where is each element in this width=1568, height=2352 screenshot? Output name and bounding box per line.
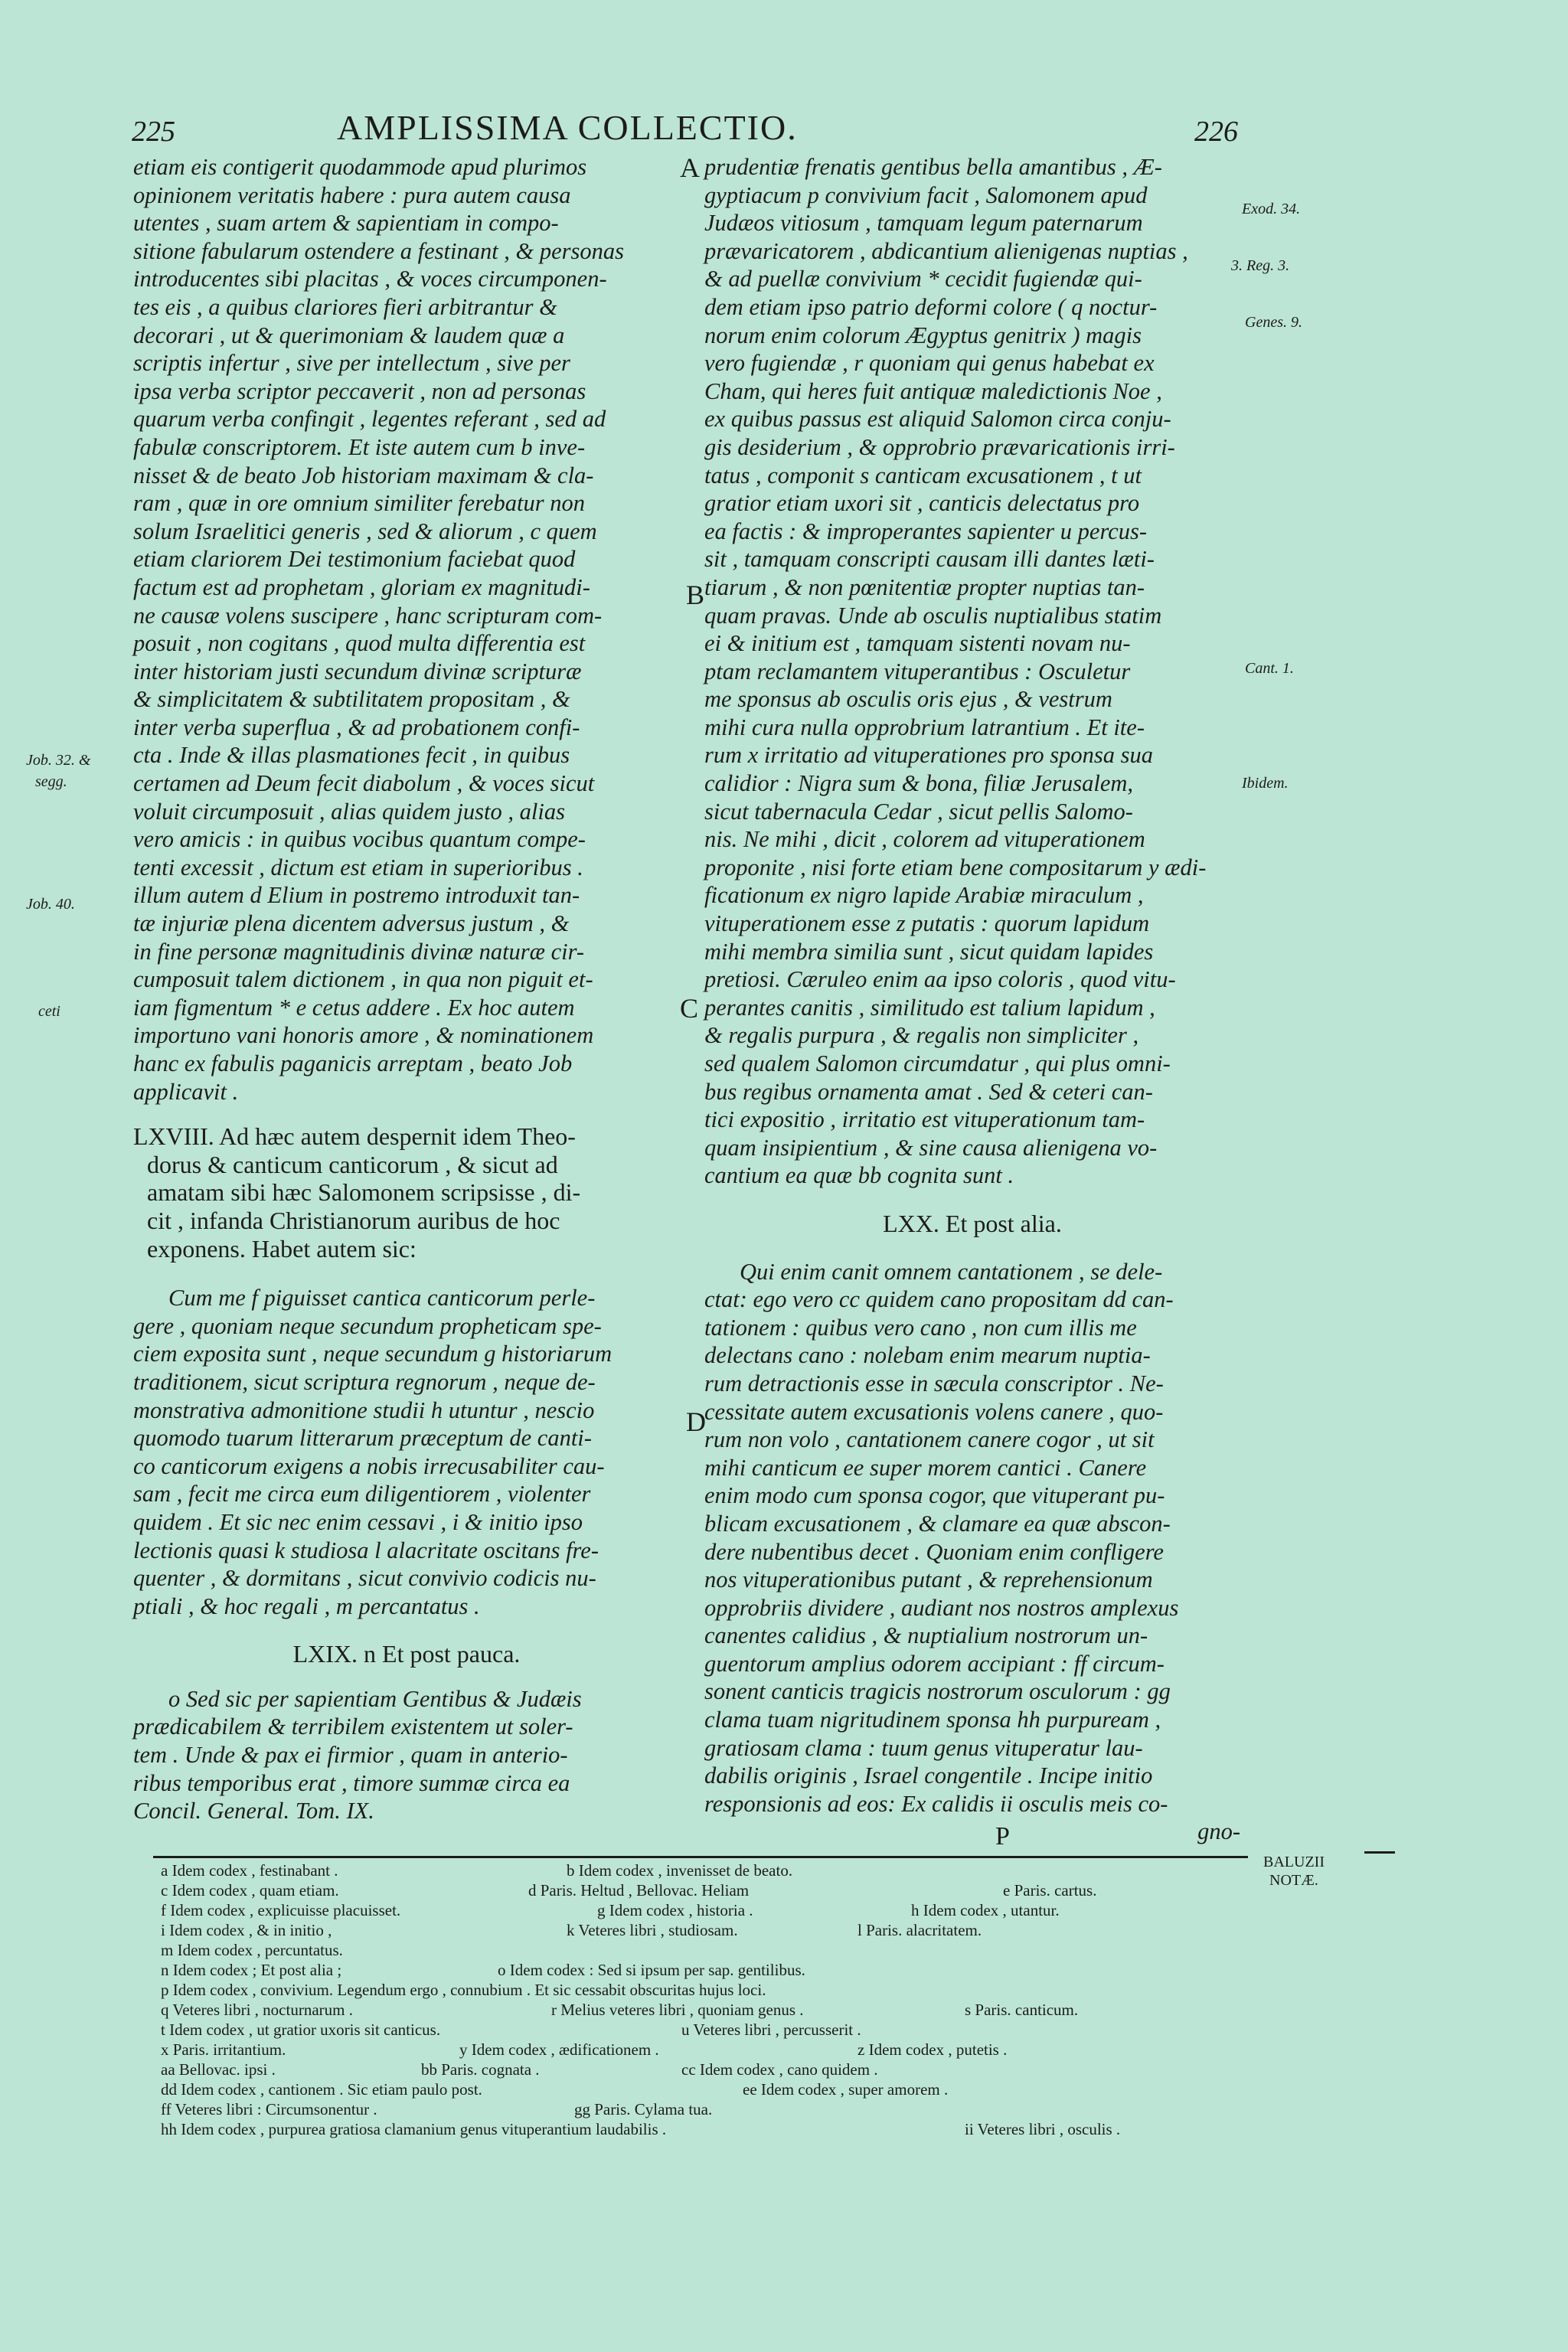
footnote: q Veteres libri , nocturnarum . <box>161 2001 353 2019</box>
footnote: u Veteres libri , percusserit . <box>681 2020 861 2039</box>
right-paragraph-2: Qui enim canit omnem cantationem , se delе- ctat: ego vero cc quidem cano propositam dd can- tationem : quibus vero cano , non cum illis me delectans cano : nolebam enim mearum nuptia- rum detractionis esse in sæcula conscriptor . Ne- cessitate autem excusationis volens canere , quo- rum non volo , cantationem canere cogor , ut sit mihi canticum ee super morem cantici . Canere enim modo cum sponsa cogor, que vituperant pu- blicam excusationem , & clamare ea quæ abscon- dere nubentibus decet . Quoniam enim confligere nos vituperationibus putant , & reprehensionum opprobriis dividere , audiant nos nostros amplexus canentes calidius , & nuptialium nostrorum un- guentorum amplius odorem accipiant : ff circum- sonent canticis tragicis nostrorum osculorum : gg clama tuam nigritudinem sponsa hh purpuream , gratiosam clama : tuum genus vituperatur lau- dabilis originis , Israel congentile . Incipe initio responsionis ad eos: Ex calidis ii osculis meis co- gno- <box>704 1258 1240 1845</box>
footnote: ee Idem codex , super amorem . <box>743 2080 949 2099</box>
footnote-row <box>161 1960 1256 1980</box>
margin-note-segg: segg. <box>35 773 67 790</box>
right-page-number: 226 <box>1194 116 1238 148</box>
footnote: dd Idem codex , cantionem . Sic etiam paulo post. <box>161 2080 482 2099</box>
footnote: i Idem codex , & in initio , <box>161 1921 332 1939</box>
footnote: p Idem codex , convivium. Legendum ergo , connubium . Et sic cessabit obscuritas hujus loci. <box>161 1981 766 1999</box>
left-column <box>133 153 680 1825</box>
section-69: LXIX. n Et post pauca. <box>292 1640 521 1668</box>
footnote-row <box>161 1900 1256 1920</box>
section-68: LXVIII. Ad hæc autem despernit idem Theo- dorus & canticum canticorum , & sicut ad amatam sibi hæc Salomonem scripsisse , di- cit , infanda Christianorum auribus de hoc exponens. Habet autem sic: <box>133 1122 581 1263</box>
margin-note-genes: Genes. 9. <box>1245 314 1302 331</box>
footnote-row <box>161 1920 1256 1940</box>
section-mark-b: B <box>686 580 705 610</box>
right-column <box>704 153 1240 1846</box>
footnote: m Idem codex , percuntatus. <box>161 1941 343 1959</box>
footnote: x Paris. irritantium. <box>161 2040 286 2059</box>
footnote: o Idem codex : Sed si ipsum per sap. gentilibus. <box>498 1961 805 1979</box>
footnote: c Idem codex , quam etiam. <box>161 1881 339 1900</box>
footnote: n Idem codex ; Et post alia ; <box>161 1961 342 1979</box>
footnote-row <box>161 2119 1256 2139</box>
margin-note-job32: Job. 32. & <box>26 752 91 769</box>
footnote-row <box>161 2020 1256 2040</box>
footnote-row <box>161 1940 1256 1960</box>
running-title: AMPLISSIMA COLLECTIO. <box>337 108 798 147</box>
footnote: bb Paris. cognata . <box>421 2060 540 2079</box>
footnote-row <box>161 1860 1256 1880</box>
footnote: r Melius veteres libri , quoniam genus . <box>551 2001 804 2019</box>
footnote: s Paris. canticum. <box>965 2001 1079 2019</box>
volume-signature-line: Concil. General. Tom. IX. <box>133 1798 374 1824</box>
footnote-row <box>161 2099 1256 2119</box>
signature-mark: P <box>995 1822 1010 1851</box>
footnote: t Idem codex , ut gratior uxoris sit canticus. <box>161 2020 441 2039</box>
footnote-row <box>161 2060 1256 2079</box>
section-mark-a: A <box>680 152 700 183</box>
footnote: aa Bellovac. ipsi . <box>161 2060 276 2079</box>
footnote: f Idem codex , explicuisse placuisset. <box>161 1901 401 1919</box>
footnote: l Paris. alacritatem. <box>858 1921 982 1939</box>
section-70: LXX. Et post alia. <box>883 1209 1062 1237</box>
margin-note-cant: Cant. 1. <box>1245 660 1294 677</box>
margin-note-exod: Exod. 34. <box>1242 201 1301 217</box>
footnote: d Paris. Heltud , Bellovac. Heliam <box>528 1881 750 1900</box>
footnote: b Idem codex , invenisset de beato. <box>567 1861 793 1880</box>
section-mark-d: D <box>686 1406 706 1437</box>
margin-note-ibidem: Ibidem. <box>1242 775 1289 792</box>
margin-note-job40: Job. 40. <box>26 896 75 913</box>
margin-note-ceti: ceti <box>38 1003 60 1020</box>
section-mark-c: C <box>680 993 699 1024</box>
footnote: hh Idem codex , purpurea gratiosa clamanium genus vituperantium laudabilis . <box>161 2120 667 2138</box>
footnote-rule <box>153 1856 1248 1858</box>
footnote-row <box>161 2040 1256 2060</box>
left-paragraph-3: o Sed sic per sapientiam Gentibus & Judæis prædicabilem & terribilem existentem ut soler- tem . Unde & pax ei firmior , quam in anterio- ribus temporibus erat , timore summæ circa ea <box>133 1685 582 1796</box>
footnote-row <box>161 1980 1256 2000</box>
footnote: e Paris. cartus. <box>1003 1881 1097 1900</box>
footnote: cc Idem codex , cano quidem . <box>681 2060 878 2079</box>
footnote: y Idem codex , ædificationem . <box>459 2040 659 2059</box>
left-paragraph-2: Cum me f piguisset cantica canticorum perle- gere , quoniam neque secundum propheticam spe- ciem exposita sunt , neque secundum g historiarum traditionem, sicut scriptura regnorum , neque de- monstrativa admonitione studii h utuntur , nescio quomodo tuarum litterarum præceptum de canti- co canticorum exigens a nobis irrecusabiliter cau- sam , fecit me circa eum diligentiorem , violenter quidem . Et sic nec enim cessavi , i & initio ipso lectionis quasi k studiosa l alacritate oscitans fre- quenter , & dormitans , sicut convivio codicis nu- ptiali , & hoc regali , m percantatus . <box>133 1285 612 1619</box>
footnote: g Idem codex , historia . <box>597 1901 753 1919</box>
footnote: a Idem codex , festinabant . <box>161 1861 338 1880</box>
left-paragraph-1: etiam eis contigerit quodammode apud plurimos opinionem veritatis habere : pura autem causa utentes , suam artem & sapientiam in compo- sitione fabularum ostendere a festinant , & personas introducentes sibi placitas , & voces circumponen- tes eis , a quibus clariores fieri arbitrantur & decorari , ut & querimoniam & laudem quæ a scriptis infertur , sive per intellectum , sive per ipsa verba scriptor peccaverit , non ad personas quarum verba confingit , legentes referant , sed ad fabulæ conscriptorem. Et iste autem cum b inve- nisset & de beato Job historiam maximam & cla- ram , quæ in ore omnium similiter ferebatur non solum Israelitici generis , sed & aliorum , c quem etiam clariorem Dei testimonium faciebat quod factum est ad prophetam , gloriam ex magnitudi- ne causæ volens suscipere , hanc scripturam com- posuit , non cogitans , quod multa differentia est inter historiam justi secundum divinæ scripturæ & simplicitatem & subtilitatem propositam , & inter verba superflua , & ad probationem confi- cta . Inde & illas plasmationes fecit , in quibus certamen ad Deum fecit diabolum , & voces sicut voluit circumposuit , alias quidem justo , alias vero amicis : in quibus vocibus quantum compe- tenti excessit , dictum est etiam in superioribus . illum autem d Elium in postremo introduxit tan- tæ injuriæ plena dicentem adversus justum , & in fine personæ magnitudinis divinæ naturæ cir- cumposuit talem dictionem , in qua non piguit et- iam figmentum * e cetus addere . Ex hoc autem importuno vani honoris amore , & nominationem hanc ex fabulis paganicis arreptam , beato Job applicavit . <box>133 154 625 1105</box>
footnote: z Idem codex , putetis . <box>858 2040 1008 2059</box>
baluzii-dash <box>1364 1851 1395 1854</box>
footnote: gg Paris. Cylama tua. <box>574 2100 713 2118</box>
footnote-row <box>161 1880 1256 1900</box>
footnote: k Veteres libri , studiosam. <box>567 1921 738 1939</box>
footnote: h Idem codex , utantur. <box>911 1901 1060 1919</box>
footnote-row <box>161 2000 1256 2020</box>
footnote-row <box>161 2079 1256 2099</box>
footnote: ii Veteres libri , osculis . <box>965 2120 1121 2138</box>
baluzii-notae-label: BALUZII NOTÆ. <box>1263 1854 1325 1889</box>
right-paragraph-1: prudentiæ frenatis gentibus bella amantibus , Æ- gyptiacum p convivium facit , Salomonem apud Judæos vitiosum , tamquam legum paternarum prævaricatorem , abdicantium alienigenas nuptias , & ad puellæ convivium * cecidit fugiendæ qui- dem etiam ipso patrio deformi colore ( q noctur- norum enim colorum Ægyptus genitrix ) magis vero fugiendæ , r quoniam qui genus habebat ex Cham, qui heres fuit antiquæ maledictionis Noe , ex quibus passus est aliquid Salomon circa conju- gis desiderium , & opprobrio prævaricationis irri- tatus , componit s canticam excusationem , t ut gratior etiam uxori sit , canticis delectatus pro ea factis : & improperantes sapienter u percus- sit , tamquam conscripti causam illi dantes læti- tiarum , & non pœnitentiæ propter nuptias tan- quam pravas. Unde ab osculis nuptialibus statim ei & initium est , tamquam sistenti novam nu- ptam reclamantem vituperantibus : Osculetur me sponsus ab osculis oris ejus , & vestrum mihi cura nulla opprobrium latrantium . Et ite- rum x irritatio ad vituperationes pro sponsa sua calidior : Nigra sum & bona, filiæ Jerusalem, sicut tabernacula Cedar , sicut pellis Salomo- nis. Ne mihi , dicit , colorem ad vituperationem proponite , nisi forte etiam bene compositarum y ædi- ficationum ex nigro lapide Arabiæ miraculum , vituperationem esse z putatis : quorum lapidum mihi membra similia sunt , sicut quidam lapides pretiosi. Cæruleo enim aa ipso coloris , quod vitu- perantes canitis , similitudo est talium lapidum , & regalis purpura , & regalis non simpliciter , sed qualem Salomon circumdatur , qui plus omni- bus regibus ornamenta amat . Sed & ceteri can- tici expositio , irritatio est vituperationum tam- quam insipientium , & sine causa alienigena vo- cantium ea quæ bb cognita sunt . <box>704 154 1207 1189</box>
footnotes <box>161 1860 1256 2139</box>
margin-note-reg: 3. Reg. 3. <box>1231 257 1290 274</box>
footnote: ff Veteres libri : Circumsonentur . <box>161 2100 377 2118</box>
left-page-number: 225 <box>132 116 175 148</box>
